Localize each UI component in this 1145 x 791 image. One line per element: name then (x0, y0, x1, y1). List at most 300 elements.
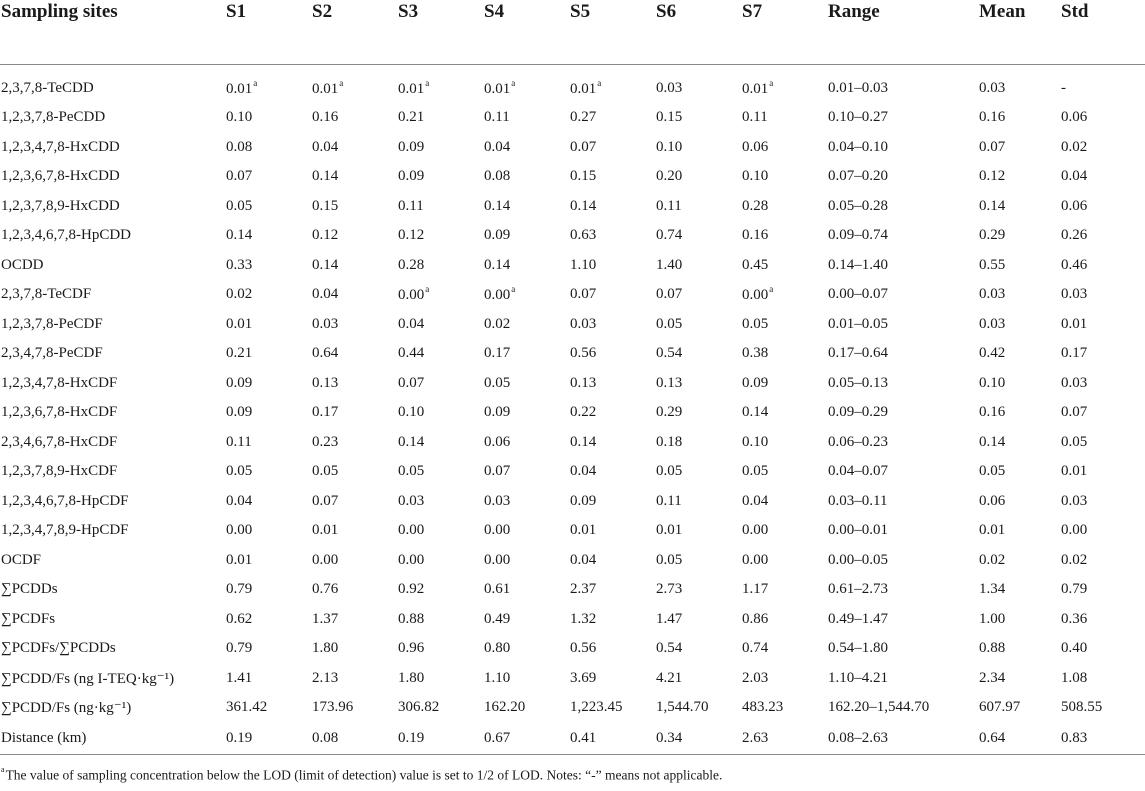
table-row (0, 192, 1145, 222)
cell-value: 0.03 (1061, 492, 1088, 509)
table-cell (484, 251, 570, 281)
table-cell (656, 457, 742, 487)
table-cell (226, 251, 312, 281)
cell-value: 162.20 (484, 699, 526, 716)
table-cell (312, 398, 398, 428)
cell-value: 0.17 (312, 404, 339, 421)
table-cell (656, 398, 742, 428)
cell-value: 0.14 (742, 404, 769, 421)
cell-value: 0.01 (742, 81, 769, 98)
cell-value: 1.41 (226, 669, 253, 686)
cell-value: 1.00 (979, 610, 1006, 627)
table-cell (312, 546, 398, 576)
table-cell (979, 310, 1061, 340)
table-cell (226, 487, 312, 517)
cell-value: 0.14 (226, 227, 253, 244)
table-cell (312, 64, 398, 103)
cell-value: 0.86 (742, 610, 769, 627)
cell-value: 0.09 (226, 374, 253, 391)
table-row (0, 664, 1145, 694)
table-cell (742, 428, 828, 458)
table-cell (828, 723, 979, 755)
table-row (0, 251, 1145, 281)
table-cell (312, 339, 398, 369)
table-cell (828, 64, 979, 103)
cell-value: 0.04 (570, 551, 597, 568)
table-cell (226, 64, 312, 103)
cell-value: 0.03 (979, 80, 1006, 97)
cell-value: 0.11 (226, 433, 252, 450)
cell-value: 0.06 (979, 492, 1006, 509)
cell-value: 0.07 (398, 374, 425, 391)
table-cell (979, 664, 1061, 694)
table-cell (979, 575, 1061, 605)
cell-value: 0.03 (1061, 286, 1088, 303)
table-cell (979, 457, 1061, 487)
table-cell (979, 221, 1061, 251)
table-cell (484, 634, 570, 664)
table-cell (1061, 605, 1145, 635)
table-cell (656, 634, 742, 664)
table-cell (398, 693, 484, 723)
cell-value: 0.64 (312, 345, 339, 362)
table-cell (570, 605, 656, 635)
cell-value: 0.62 (226, 610, 253, 627)
footnote-marker: a (1, 765, 5, 774)
row-label: 1,2,3,7,8,9-HxCDD (1, 197, 120, 214)
table-cell (398, 162, 484, 192)
cell-value: 0.08 (484, 168, 511, 185)
cell-value: 0.00 (312, 551, 339, 568)
cell-value: 0.16 (979, 404, 1006, 421)
table-cell (570, 251, 656, 281)
table-cell (828, 605, 979, 635)
table-cell (398, 516, 484, 546)
row-label: 1,2,3,7,8-PeCDF (1, 315, 103, 332)
table-cell (398, 192, 484, 222)
cell-value: 607.97 (979, 699, 1021, 716)
table-cell (742, 516, 828, 546)
cell-value: 0.02 (979, 551, 1006, 568)
cell-value: 0.03–0.11 (828, 492, 888, 509)
table-row (0, 339, 1145, 369)
cell-value: 0.05–0.28 (828, 197, 888, 214)
table-cell (312, 575, 398, 605)
table-cell (742, 339, 828, 369)
cell-value: 0.09 (226, 404, 253, 421)
table-cell (570, 103, 656, 133)
cell-value: 0.11 (656, 492, 682, 509)
table-cell (226, 546, 312, 576)
cell-value: 0.07–0.20 (828, 168, 888, 185)
cell-value: 0.00 (742, 287, 769, 304)
cell-value: 0.74 (656, 227, 683, 244)
cell-value: 1.47 (656, 610, 683, 627)
cell-value: 0.05 (742, 315, 769, 332)
table-row (0, 280, 1145, 310)
row-label: ∑PCDD/Fs (ng·kg⁻¹) (1, 700, 132, 717)
row-label: 1,2,3,7,8-PeCDD (1, 109, 106, 126)
table-cell (742, 487, 828, 517)
cell-value: 0.41 (570, 729, 597, 746)
table-cell (1061, 221, 1145, 251)
table-cell (742, 693, 828, 723)
table-cell (828, 575, 979, 605)
cell-value: 0.15 (656, 109, 683, 126)
cell-value: 0.10 (742, 168, 769, 185)
table-cell (1061, 339, 1145, 369)
cell-value: 0.13 (312, 374, 339, 391)
footnote-ref: a (425, 284, 430, 295)
cell-value: 0.04 (1061, 168, 1088, 185)
table-cell (979, 251, 1061, 281)
cell-value: 0.05 (742, 463, 769, 480)
row-label: ∑PCDFs (1, 610, 56, 627)
cell-value: 0.46 (1061, 256, 1088, 273)
table-cell (570, 192, 656, 222)
cell-value: 0.00–0.05 (828, 551, 888, 568)
table-cell (656, 133, 742, 163)
table-cell (828, 487, 979, 517)
table-cell (312, 457, 398, 487)
table-cell (226, 339, 312, 369)
table-cell (226, 369, 312, 399)
table-cell (484, 280, 570, 310)
table-cell (979, 546, 1061, 576)
table-cell (1061, 310, 1145, 340)
table-cell (312, 221, 398, 251)
table-cell (484, 693, 570, 723)
cell-value: 0.12 (979, 168, 1006, 185)
table-row (0, 634, 1145, 664)
cell-value: 0.14 (979, 433, 1006, 450)
cell-value: 0.00–0.07 (828, 286, 888, 303)
table-cell (226, 634, 312, 664)
cell-value: 0.14 (398, 433, 425, 450)
table-cell (570, 428, 656, 458)
cell-value: 0.09 (484, 404, 511, 421)
table-cell (979, 64, 1061, 103)
cell-value: 0.16 (312, 109, 339, 126)
table-cell (398, 280, 484, 310)
footnote-ref: a (253, 78, 258, 89)
cell-value: 2.34 (979, 669, 1006, 686)
table-cell (398, 575, 484, 605)
table-cell (1061, 398, 1145, 428)
table-cell (1061, 64, 1145, 103)
table-cell (979, 693, 1061, 723)
col-header-s4: S4 (484, 0, 570, 64)
cell-value: 0.63 (570, 227, 597, 244)
cell-value: 0.14 (570, 197, 597, 214)
table-cell (312, 516, 398, 546)
row-label: 1,2,3,6,7,8-HxCDD (1, 168, 120, 185)
cell-value: 0.09 (742, 374, 769, 391)
cell-value: 0.06 (1061, 197, 1088, 214)
cell-value: 0.14 (312, 168, 339, 185)
cell-value: 0.64 (979, 729, 1006, 746)
cell-value: 0.10 (398, 404, 425, 421)
table-cell (398, 664, 484, 694)
col-header-s7: S7 (742, 0, 828, 64)
col-header-s2: S2 (312, 0, 398, 64)
cell-value: 0.01 (570, 522, 597, 539)
cell-value: 0.01 (226, 81, 253, 98)
cell-value: 1.10–4.21 (828, 669, 888, 686)
table-cell (742, 398, 828, 428)
table-cell (656, 693, 742, 723)
table-cell (979, 339, 1061, 369)
table-cell (1061, 369, 1145, 399)
cell-value: 0.79 (226, 640, 253, 657)
cell-value: 1.40 (656, 256, 683, 273)
table-cell (484, 221, 570, 251)
cell-value: 1,223.45 (570, 699, 623, 716)
table-cell (570, 64, 656, 103)
cell-value: 1.80 (398, 669, 425, 686)
table-cell (742, 575, 828, 605)
cell-value: 0.10 (226, 109, 253, 126)
cell-value: 0.10 (979, 374, 1006, 391)
cell-value: 0.21 (226, 345, 253, 362)
table-cell (742, 103, 828, 133)
table-cell (742, 251, 828, 281)
table-cell (226, 428, 312, 458)
cell-value: 0.33 (226, 256, 253, 273)
footnote-ref: a (425, 78, 430, 89)
table-cell (1061, 162, 1145, 192)
table-cell (979, 605, 1061, 635)
table-cell (656, 221, 742, 251)
cell-value: 0.05 (656, 315, 683, 332)
cell-value: 0.01 (398, 81, 425, 98)
cell-value: 4.21 (656, 669, 683, 686)
cell-value: 0.00 (398, 522, 425, 539)
table-cell (226, 280, 312, 310)
table-cell (570, 162, 656, 192)
cell-value: 0.11 (656, 197, 682, 214)
table-cell (1061, 192, 1145, 222)
row-label: 1,2,3,6,7,8-HxCDF (1, 404, 118, 421)
table-cell (226, 162, 312, 192)
cell-value: 0.00 (398, 287, 425, 304)
cell-value: 0.76 (312, 581, 339, 598)
table-cell (570, 221, 656, 251)
row-label: 2,3,7,8-TeCDD (1, 80, 94, 97)
cell-value: 0.13 (570, 374, 597, 391)
cell-value: 0.11 (398, 197, 424, 214)
cell-value: 0.03 (312, 315, 339, 332)
cell-value: 0.01 (484, 81, 511, 98)
table-cell (979, 103, 1061, 133)
table-cell (656, 723, 742, 755)
table-cell (1061, 428, 1145, 458)
table-cell (312, 133, 398, 163)
table-cell (742, 457, 828, 487)
cell-value: 0.07 (1061, 404, 1088, 421)
table-cell (398, 133, 484, 163)
cell-value: 0.42 (979, 345, 1006, 362)
cell-value: 0.01–0.03 (828, 80, 888, 97)
cell-value: 0.13 (656, 374, 683, 391)
row-label: 1,2,3,4,6,7,8-HpCDD (1, 227, 131, 244)
cell-value: 0.54 (656, 345, 683, 362)
table-cell (484, 369, 570, 399)
cell-value: 0.06 (1061, 109, 1088, 126)
cell-value: 0.28 (398, 256, 425, 273)
row-label: 1,2,3,4,7,8,9-HpCDF (1, 522, 129, 539)
table-row (0, 428, 1145, 458)
cell-value: 0.54 (656, 640, 683, 657)
cell-value: 2.03 (742, 669, 769, 686)
table-cell (1061, 133, 1145, 163)
table-cell (979, 192, 1061, 222)
cell-value: 0.03 (398, 492, 425, 509)
col-header-s3: S3 (398, 0, 484, 64)
table-cell (226, 103, 312, 133)
table-cell (398, 487, 484, 517)
table-cell (979, 516, 1061, 546)
cell-value: 0.04 (312, 286, 339, 303)
cell-value: 0.07 (570, 138, 597, 155)
table-cell (484, 133, 570, 163)
footnote (1, 767, 722, 784)
footnote-ref: a (769, 284, 774, 295)
table-row (0, 310, 1145, 340)
cell-value: 0.09–0.74 (828, 227, 888, 244)
table-cell (312, 428, 398, 458)
table-cell (828, 251, 979, 281)
cell-value: 0.11 (742, 109, 768, 126)
table-cell (828, 192, 979, 222)
table-cell (484, 546, 570, 576)
table-cell (979, 428, 1061, 458)
table-cell (1061, 516, 1145, 546)
table-cell (226, 310, 312, 340)
table-cell (570, 546, 656, 576)
table-row (0, 398, 1145, 428)
table-cell (484, 428, 570, 458)
row-label: 1,2,3,4,7,8-HxCDF (1, 374, 118, 391)
table-cell (570, 634, 656, 664)
table-cell (484, 723, 570, 755)
table-cell (979, 369, 1061, 399)
cell-value: 0.08 (226, 138, 253, 155)
table-cell (484, 339, 570, 369)
cell-value: 0.96 (398, 640, 425, 657)
table-cell (1061, 693, 1145, 723)
cell-value: 3.69 (570, 669, 597, 686)
table-cell (484, 575, 570, 605)
cell-value: 0.00–0.01 (828, 522, 888, 539)
table-cell (398, 339, 484, 369)
col-header-s5: S5 (570, 0, 656, 64)
table-cell (312, 310, 398, 340)
cell-value: 1.10 (570, 256, 597, 273)
table-cell (979, 487, 1061, 517)
table-cell (742, 369, 828, 399)
cell-value: 1.32 (570, 610, 597, 627)
table-cell (1061, 280, 1145, 310)
cell-value: 0.03 (1061, 374, 1088, 391)
table-cell (484, 162, 570, 192)
table-cell (656, 546, 742, 576)
table-cell (312, 369, 398, 399)
cell-value: 0.04 (398, 315, 425, 332)
table-cell (656, 575, 742, 605)
table-cell (656, 310, 742, 340)
cell-value: 0.29 (979, 227, 1006, 244)
cell-value: 0.83 (1061, 729, 1088, 746)
table-cell (1061, 546, 1145, 576)
cell-value: 0.01 (1061, 315, 1088, 332)
table-cell (226, 398, 312, 428)
cell-value: 0.12 (312, 227, 339, 244)
table-row (0, 487, 1145, 517)
table-cell (979, 280, 1061, 310)
cell-value: 0.21 (398, 109, 425, 126)
cell-value: 0.07 (570, 286, 597, 303)
cell-value: 0.28 (742, 197, 769, 214)
table-cell (742, 546, 828, 576)
table-cell (570, 133, 656, 163)
table-cell (828, 457, 979, 487)
cell-value: 0.04 (570, 463, 597, 480)
cell-value: 0.79 (226, 581, 253, 598)
cell-value: 0.05 (398, 463, 425, 480)
table-cell (398, 221, 484, 251)
row-label: 1,2,3,4,7,8-HxCDD (1, 138, 120, 155)
cell-value: 173.96 (312, 699, 354, 716)
row-label: ∑PCDFs/∑PCDDs (1, 640, 116, 657)
cell-value: 0.04–0.10 (828, 138, 888, 155)
cell-value: 0.05 (979, 463, 1006, 480)
col-header-sites: Sampling sites (0, 0, 226, 64)
table-row (0, 64, 1145, 103)
table-cell (312, 192, 398, 222)
footnote-ref: a (511, 78, 516, 89)
table-cell (226, 457, 312, 487)
table-cell (656, 369, 742, 399)
cell-value: 0.00 (484, 287, 511, 304)
cell-value: 0.01–0.05 (828, 315, 888, 332)
cell-value: 0.06 (484, 433, 511, 450)
table-cell (656, 428, 742, 458)
table-cell (570, 369, 656, 399)
table-cell (742, 605, 828, 635)
cell-value: 0.01 (570, 81, 597, 98)
cell-value: 0.01 (656, 522, 683, 539)
table-cell (226, 516, 312, 546)
cell-value: 0.22 (570, 404, 597, 421)
table-cell (656, 162, 742, 192)
cell-value: 0.15 (570, 168, 597, 185)
table-row (0, 693, 1145, 723)
table-cell (398, 369, 484, 399)
table-row (0, 605, 1145, 635)
cell-value: 0.14 (312, 256, 339, 273)
table-cell (312, 634, 398, 664)
table-cell (398, 546, 484, 576)
row-label: ∑PCDD/Fs (ng I-TEQ·kg⁻¹) (1, 670, 175, 687)
cell-value: 0.17 (484, 345, 511, 362)
cell-value: 0.02 (226, 286, 253, 303)
cell-value: 0.88 (398, 610, 425, 627)
cell-value: 0.27 (570, 109, 597, 126)
table-cell (828, 221, 979, 251)
table-cell (828, 546, 979, 576)
table-cell (226, 723, 312, 755)
